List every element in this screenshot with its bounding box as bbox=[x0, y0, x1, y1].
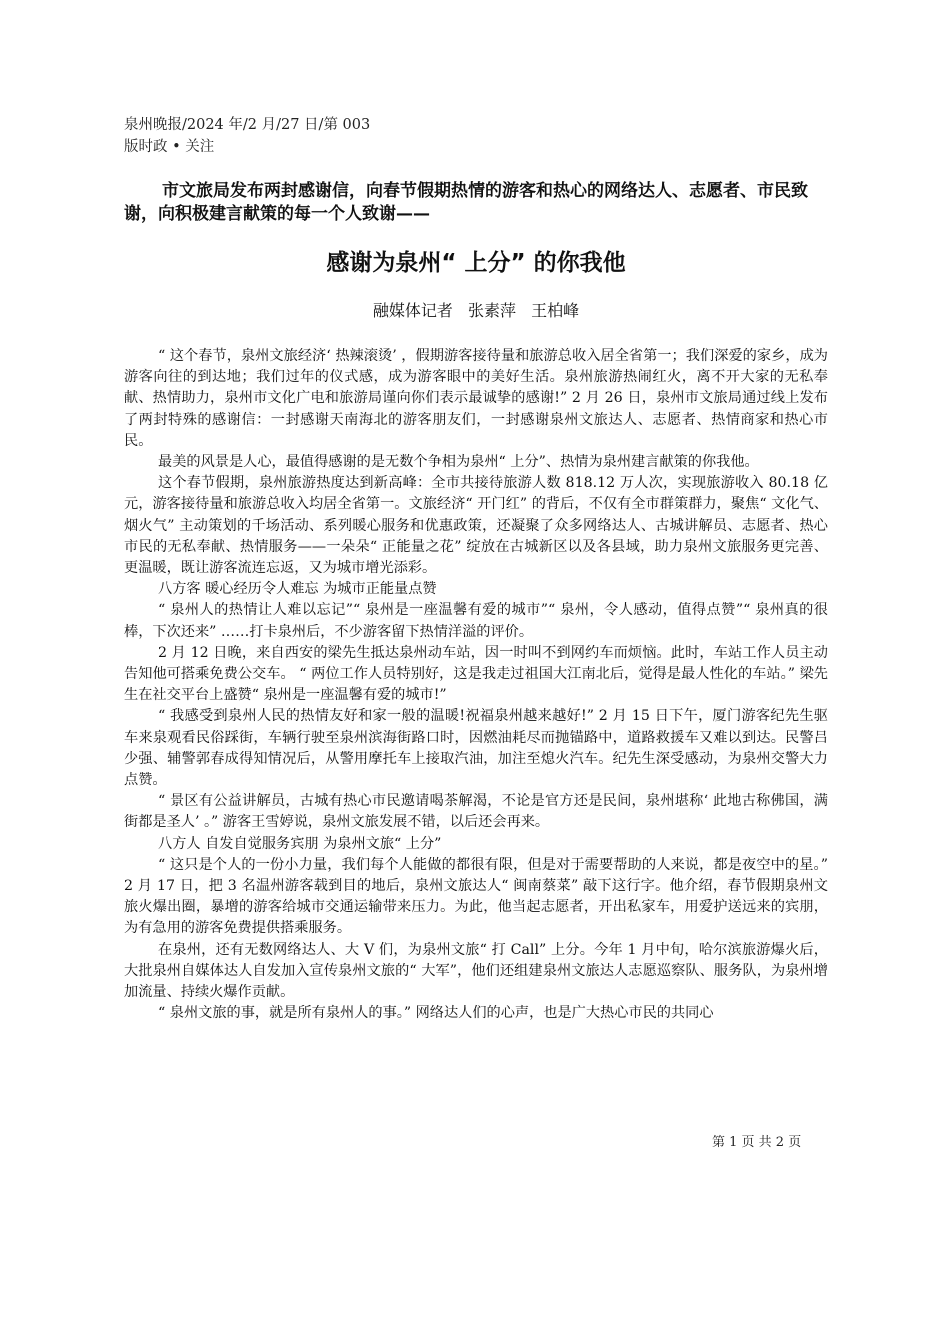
paragraph-8: “ 这只是个人的一份小力量，我们每个人能做的都很有限，但是对于需要帮助的人来说，都是夜空中的星。” 2 月 17 日，把 3 名温州游客载到目的地后，泉州文旅达人“ 闽南蔡菜” 敲下这行字。他介绍，春节假期泉州文旅火爆出圈，暴增的游客给城市交通运输带来压力。为此，他当起志愿者，开出私家车，用爱护送远来的宾朋，为有急用的游客免费提供搭乘服务。 bbox=[124, 856, 828, 937]
publication-section: 版时政 • 关注 bbox=[124, 139, 215, 155]
paragraph-4: “ 泉州人的热情让人难以忘记”“ 泉州是一座温馨有爱的城市”“ 泉州，令人感动，值得点赞”“ 泉州真的很棒，下次还来” ……打卡泉州后，不少游客留下热情洋溢的评价。 bbox=[124, 602, 828, 640]
paragraph-9: 在泉州，还有无数网络达人、大 V 们，为泉州文旅“ 打 Call” 上分。今年 1 月中旬，哈尔滨旅游爆火后，大批泉州自媒体达人自发加入宣传泉州文旅的“ 大军”，他们还组建泉州文旅达人志愿巡察队、服务队，为泉州增加流量、持续火爆作贡献。 bbox=[124, 941, 828, 1001]
article-title: 感谢为泉州“ 上分” 的你我他 bbox=[326, 250, 626, 276]
paragraph-3: 这个春节假期，泉州旅游热度达到新高峰：全市共接待旅游人数 818.12 万人次，实现旅游收入 80.18 亿元，游客接待量和旅游总收入均居全省第一。文旅经济“ 开门红” 的背后，不仅有全市群策群力，聚焦“ 文化气、烟火气” 主动策划的千场活动、系列暖心服务和优惠政策，还凝聚了众多网络达人、古城讲解员、志愿者、热心市民的无私奉献、热情服务——一朵朵“ 正能量之花” 绽放在古城新区以及各县域，助力泉州文旅服务更完善、更温暖，既让游客流连忘返，又为城市增光添彩。 bbox=[124, 475, 828, 577]
paragraph-10: “ 泉州文旅的事，就是所有泉州人的事。” 网络达人们的心声，也是广大热心市民的共同心 bbox=[158, 1005, 714, 1022]
paragraph-7: “ 景区有公益讲解员，古城有热心市民邀请喝茶解渴，不论是官方还是民间，泉州堪称‘ 此地古称佛国，满街都是圣人’ 。” 游客王雪婷说，泉州文旅发展不错，以后还会再来。 bbox=[124, 793, 828, 831]
paragraph-5: 2 月 12 日晚，来自西安的梁先生抵达泉州动车站，因一时叫不到网约车而烦恼。此时，车站工作人员主动告知他可搭乘免费公交车。 “ 两位工作人员特别好，这是我走过祖国大江南北后，觉得是最人性化的车站。” 梁先生在社交平台上盛赞“ 泉州是一座温馨有爱的城市!” bbox=[124, 644, 828, 704]
article-byline: 融媒体记者 张素萍 王柏峰 bbox=[372, 301, 580, 320]
paragraph-6: “ 我感受到泉州人民的热情友好和家一般的温暖!祝福泉州越来越好!” 2 月 15 日下午，厦门游客纪先生驱车来泉观看民俗踩街，车辆行驶至泉州滨海街路口时，因燃油耗尽而抛锚路中，道路救援车又难以到达。民警吕少强、辅警郭春成得知情况后，从警用摩托车上接取汽油，加注至熄火汽车。纪先生深受感动，为泉州交警大力点赞。 bbox=[124, 708, 828, 789]
page-indicator: 第 1 页 共 2 页 bbox=[712, 1135, 802, 1150]
paragraph-2: 最美的风景是人心，最值得感谢的是无数个争相为泉州“ 上分”、热情为泉州建言献策的你我他。 bbox=[158, 454, 759, 471]
publication-meta bbox=[124, 114, 370, 158]
section-heading-2: 八方人 自发自觉服务宾朋 为泉州文旅“ 上分” bbox=[158, 835, 442, 852]
article-body bbox=[124, 346, 828, 1025]
article-subhead: 市文旅局发布两封感谢信，向春节假期热情的游客和热心的网络达人、志愿者、市民致谢，向积极建言献策的每一个人致谢—— bbox=[124, 181, 808, 224]
publication-source: 泉州晚报/2024 年/2 月/27 日/第 003 bbox=[124, 117, 371, 133]
section-heading-1: 八方客 暖心经历令人难忘 为城市正能量点赞 bbox=[158, 581, 437, 598]
paragraph-1: “ 这个春节，泉州文旅经济‘ 热辣滚烫’ ，假期游客接待量和旅游总收入居全省第一；我们深爱的家乡，成为游客向往的到达地；我们过年的仪式感，成为游客眼中的美好生活。泉州旅游热闹红火，离不开大家的无私奉献、热情助力，泉州市文化广电和旅游局谨向你们表示最诚挚的感谢!” 2 月 26 日，泉州市文旅局通过线上发布了两封特殊的感谢信：一封感谢天南海北的游客朋友们，一封感谢泉州文旅达人、志愿者、热情商家和热心市民。 bbox=[124, 348, 828, 449]
